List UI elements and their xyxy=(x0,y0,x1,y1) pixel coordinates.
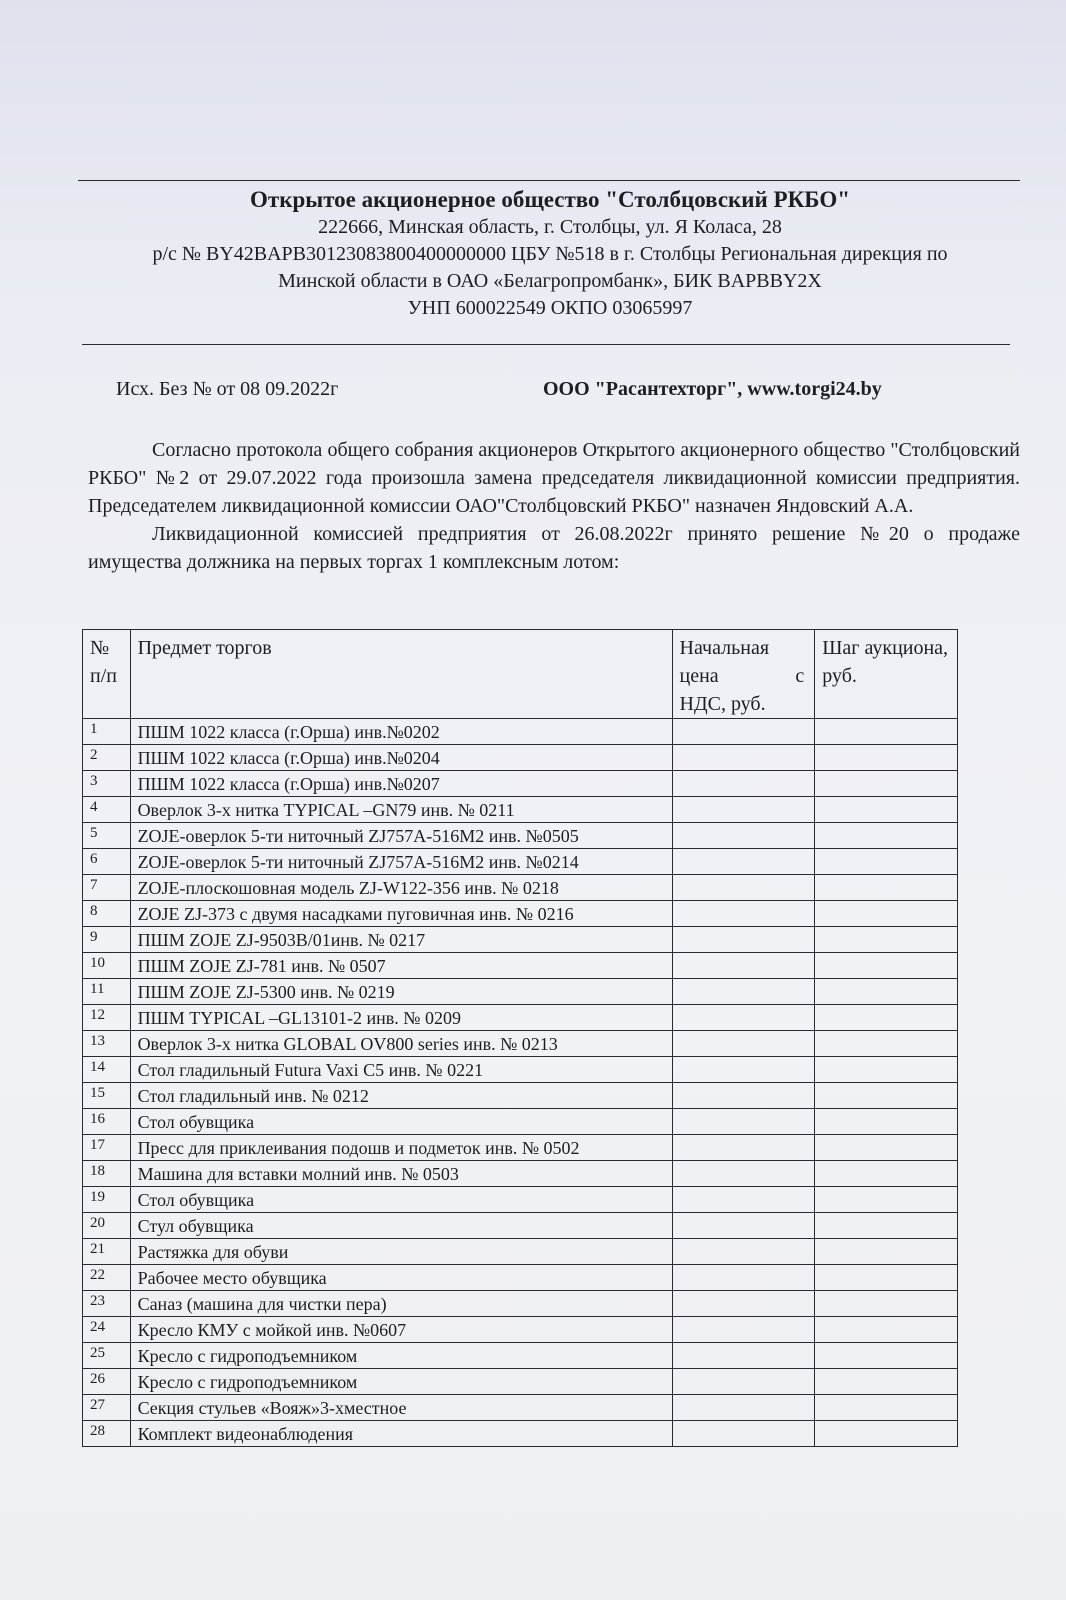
row-subject: Кресло КМУ с мойкой инв. №0607 xyxy=(130,1317,672,1343)
row-start-price xyxy=(672,1109,815,1135)
table-row xyxy=(83,771,958,797)
row-subject: Рабочее место обувщика xyxy=(130,1265,672,1291)
row-auction-step xyxy=(815,1369,958,1395)
row-auction-step xyxy=(815,979,958,1005)
row-start-price xyxy=(672,1057,815,1083)
paragraph-1: Согласно протокола общего собрания акционеров Открытого акционерного общество "Столбцовский РКБО" №2 от 29.07.2022 года произошла замена председателя ликвидационной комиссии предприятия. Председателем ликвидационной комиссии ОАО"Столбцовский РКБО" назначен Яндовский А.А. xyxy=(88,439,1020,517)
row-subject: ПШМ 1022 класса (г.Орша) инв.№0202 xyxy=(130,719,672,745)
table-row xyxy=(83,1005,958,1031)
row-number: 6 xyxy=(83,849,131,875)
row-number: 18 xyxy=(83,1161,131,1187)
row-auction-step xyxy=(815,1421,958,1447)
header-start-price xyxy=(672,630,815,719)
row-start-price xyxy=(672,1161,815,1187)
row-number: 25 xyxy=(83,1343,131,1369)
row-number: 4 xyxy=(83,797,131,823)
row-start-price xyxy=(672,1421,815,1447)
row-auction-step xyxy=(815,1343,958,1369)
row-start-price xyxy=(672,927,815,953)
row-start-price xyxy=(672,1343,815,1369)
table-row xyxy=(83,1395,958,1421)
row-subject: ПШМ ZOJE ZJ-781 инв. № 0507 xyxy=(130,953,672,979)
row-start-price xyxy=(672,1135,815,1161)
row-number: 21 xyxy=(83,1239,131,1265)
row-auction-step xyxy=(815,927,958,953)
row-start-price xyxy=(672,771,815,797)
table-row xyxy=(83,1421,958,1447)
row-auction-step xyxy=(815,875,958,901)
row-subject: Пресс для приклеивания подошв и подметок инв. № 0502 xyxy=(130,1135,672,1161)
row-subject: ПШМ 1022 класса (г.Орша) инв.№0207 xyxy=(130,771,672,797)
company-name: Открытое акционерное общество "Столбцовский РКБО" xyxy=(250,187,850,212)
table-row xyxy=(83,1031,958,1057)
row-subject: Стол гладильный Futura Vaxi C5 инв. № 0221 xyxy=(130,1057,672,1083)
row-auction-step xyxy=(815,1161,958,1187)
row-start-price xyxy=(672,797,815,823)
table-row xyxy=(83,953,958,979)
row-auction-step xyxy=(815,1213,958,1239)
registration-ids: УНП 600022549 ОКПО 03065997 xyxy=(407,297,693,319)
row-start-price xyxy=(672,1395,815,1421)
row-auction-step xyxy=(815,1109,958,1135)
header-auction-step: Шаг аукциона, руб. xyxy=(815,630,958,719)
header-subject: Предмет торгов xyxy=(130,630,672,719)
bank-details-line-1: р/с № BY42BAPB30123083800400000000 ЦБУ №518 в г. Столбцы Региональная дирекция по xyxy=(152,243,948,265)
table-row xyxy=(83,719,958,745)
row-start-price xyxy=(672,1031,815,1057)
row-subject: Секция стульев «Вояж»3-хместное xyxy=(130,1395,672,1421)
header-start-price-line-3: НДС, руб. xyxy=(679,693,766,715)
table-row xyxy=(83,1057,958,1083)
row-subject: ZOJE-оверлок 5-ти ниточный ZJ757A-516M2 инв. №0214 xyxy=(130,849,672,875)
row-subject: Стул обувщика xyxy=(130,1213,672,1239)
row-auction-step xyxy=(815,1395,958,1421)
row-auction-step xyxy=(815,1083,958,1109)
table-body xyxy=(83,719,958,1447)
row-number: 15 xyxy=(83,1083,131,1109)
row-start-price xyxy=(672,901,815,927)
row-number: 27 xyxy=(83,1395,131,1421)
row-subject: ПШМ ZOJE ZJ-9503B/01инв. № 0217 xyxy=(130,927,672,953)
row-subject: ZOJE-плоскошовная модель ZJ-W122-356 инв. № 0218 xyxy=(130,875,672,901)
row-number: 23 xyxy=(83,1291,131,1317)
row-auction-step xyxy=(815,797,958,823)
row-subject: Кресло с гидроподъемником xyxy=(130,1369,672,1395)
table-row xyxy=(83,1369,958,1395)
row-number: 5 xyxy=(83,823,131,849)
row-number: 28 xyxy=(83,1421,131,1447)
row-auction-step xyxy=(815,953,958,979)
table-row xyxy=(83,1291,958,1317)
row-start-price xyxy=(672,1291,815,1317)
recipient: ООО "Расантехторг", www.torgi24.by xyxy=(543,378,882,400)
row-subject: Стол обувщика xyxy=(130,1187,672,1213)
row-subject: ПШМ ZOJE ZJ-5300 инв. № 0219 xyxy=(130,979,672,1005)
header-bottom-rule xyxy=(82,344,1010,345)
table-row xyxy=(83,1161,958,1187)
row-auction-step xyxy=(815,823,958,849)
row-subject: Растяжка для обуви xyxy=(130,1239,672,1265)
row-auction-step xyxy=(815,1239,958,1265)
row-auction-step xyxy=(815,1135,958,1161)
row-auction-step xyxy=(815,1057,958,1083)
row-start-price xyxy=(672,875,815,901)
row-start-price xyxy=(672,823,815,849)
row-auction-step xyxy=(815,771,958,797)
row-subject: Кресло с гидроподъемником xyxy=(130,1343,672,1369)
header-num: № п/п xyxy=(83,630,131,719)
row-number: 20 xyxy=(83,1213,131,1239)
header-start-price-line-1: Начальная xyxy=(679,637,770,659)
table-row xyxy=(83,1187,958,1213)
row-auction-step xyxy=(815,1187,958,1213)
row-subject: ZOJE-оверлок 5-ти ниточный ZJ757A-516M2 инв. №0505 xyxy=(130,823,672,849)
row-number: 22 xyxy=(83,1265,131,1291)
row-start-price xyxy=(672,1265,815,1291)
row-subject: ПШМ TYPICAL –GL13101-2 инв. № 0209 xyxy=(130,1005,672,1031)
row-auction-step xyxy=(815,849,958,875)
row-number: 12 xyxy=(83,1005,131,1031)
row-start-price xyxy=(672,979,815,1005)
row-number: 26 xyxy=(83,1369,131,1395)
company-address: 222666, Минская область, г. Столбцы, ул. Я Коласа, 28 xyxy=(318,216,782,238)
letterhead xyxy=(60,186,1040,322)
row-number: 24 xyxy=(83,1317,131,1343)
row-subject: ПШМ 1022 класса (г.Орша) инв.№0204 xyxy=(130,745,672,771)
paragraph-2: Ликвидационной комиссией предприятия от 26.08.2022г принято решение №20 о продаже имущества должника на первых торгах 1 комплексным лотом: xyxy=(88,523,1020,573)
row-subject: Оверлок 3-х нитка TYPICAL –GN79 инв. № 0211 xyxy=(130,797,672,823)
row-auction-step xyxy=(815,1005,958,1031)
row-start-price xyxy=(672,953,815,979)
table-row xyxy=(83,797,958,823)
row-number: 11 xyxy=(83,979,131,1005)
row-start-price xyxy=(672,1187,815,1213)
table-row xyxy=(83,1109,958,1135)
row-number: 16 xyxy=(83,1109,131,1135)
row-start-price xyxy=(672,849,815,875)
row-auction-step xyxy=(815,1265,958,1291)
row-auction-step xyxy=(815,901,958,927)
table-row xyxy=(83,1265,958,1291)
row-auction-step xyxy=(815,1317,958,1343)
row-number: 7 xyxy=(83,875,131,901)
table-row xyxy=(83,849,958,875)
row-number: 13 xyxy=(83,1031,131,1057)
row-subject: Машина для вставки молний инв. № 0503 xyxy=(130,1161,672,1187)
table-row xyxy=(83,927,958,953)
table-row xyxy=(83,823,958,849)
row-start-price xyxy=(672,1005,815,1031)
table-row xyxy=(83,979,958,1005)
row-number: 3 xyxy=(83,771,131,797)
header-start-price-line-2: цена с xyxy=(679,665,805,687)
bank-details-line-2: Минской области в ОАО «Белагропромбанк», БИК BAPBBY2X xyxy=(278,270,822,292)
row-number: 8 xyxy=(83,901,131,927)
table-row xyxy=(83,1083,958,1109)
table-row xyxy=(83,1213,958,1239)
row-start-price xyxy=(672,719,815,745)
table-header-row xyxy=(83,630,958,719)
row-auction-step xyxy=(815,1031,958,1057)
row-subject: Стол обувщика xyxy=(130,1109,672,1135)
row-subject: Комплект видеонаблюдения xyxy=(130,1421,672,1447)
row-number: 9 xyxy=(83,927,131,953)
row-number: 10 xyxy=(83,953,131,979)
table-row xyxy=(83,875,958,901)
row-auction-step xyxy=(815,745,958,771)
row-start-price xyxy=(672,1083,815,1109)
table-row xyxy=(83,1343,958,1369)
row-start-price xyxy=(672,1317,815,1343)
row-start-price xyxy=(672,745,815,771)
lots-table xyxy=(82,629,958,1447)
table-row xyxy=(83,901,958,927)
row-number: 14 xyxy=(83,1057,131,1083)
table-row xyxy=(83,745,958,771)
table-row xyxy=(83,1317,958,1343)
row-subject: Оверлок 3-х нитка GLOBAL OV800 series инв. № 0213 xyxy=(130,1031,672,1057)
table-row xyxy=(83,1239,958,1265)
row-auction-step xyxy=(815,1291,958,1317)
row-auction-step xyxy=(815,719,958,745)
row-subject: Саназ (машина для чистки пера) xyxy=(130,1291,672,1317)
row-start-price xyxy=(672,1213,815,1239)
row-number: 19 xyxy=(83,1187,131,1213)
row-subject: ZOJE ZJ-373 с двумя насадками пуговичная инв. № 0216 xyxy=(130,901,672,927)
letter-body xyxy=(88,436,1020,576)
row-number: 17 xyxy=(83,1135,131,1161)
outgoing-reference: Исх. Без № от 08 09.2022г xyxy=(116,378,339,400)
row-number: 1 xyxy=(83,719,131,745)
row-start-price xyxy=(672,1239,815,1265)
table-row xyxy=(83,1135,958,1161)
row-start-price xyxy=(672,1369,815,1395)
row-subject: Стол гладильный инв. № 0212 xyxy=(130,1083,672,1109)
header-top-rule xyxy=(78,180,1020,181)
row-number: 2 xyxy=(83,745,131,771)
